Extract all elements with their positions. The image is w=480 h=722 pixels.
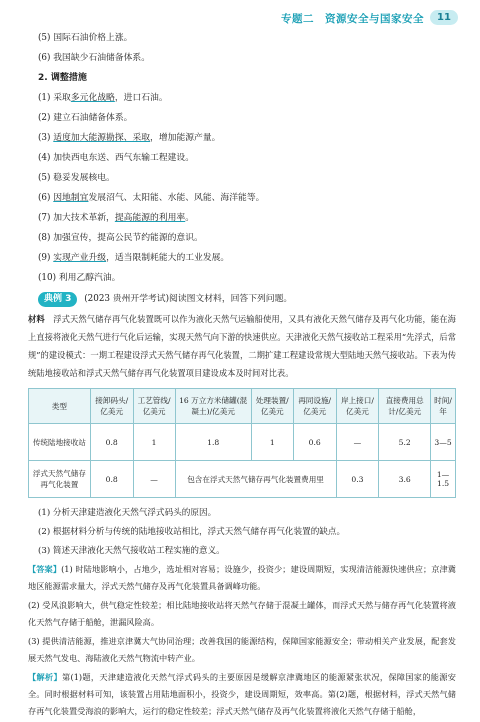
section-heading: 2. 调整措施 [38, 73, 87, 83]
table-header-cell: 工艺管线/亿美元 [133, 389, 175, 424]
table-cell: — [133, 461, 175, 498]
table-row [29, 424, 456, 461]
table-header-cell: 再同设施/亿美元 [293, 389, 336, 424]
measure-item: (6) 因地制宜发展沼气、太阳能、水能、风能、海洋能等。 [38, 193, 265, 203]
table-header-cell: 16 万立方米储罐(混凝土)/亿美元 [175, 389, 251, 424]
table-cell: 3—5 [431, 424, 456, 461]
example-intro: (2023 贵州开学考试)阅读图文材料，回答下列问题。 [84, 294, 293, 304]
table-header-cell: 直接费用总计/亿美元 [379, 389, 431, 424]
measure-item: (10) 利用乙醇汽油。 [38, 273, 121, 283]
question-item: (3) 简述天津液化天然气接收站工程实施的意义。 [38, 546, 225, 556]
answer-part: (3) 提供清洁能源，推进京津冀大气协同治理；改善我国的能源结构，保障国家能源安全；带动相关产业发展，配套发展天然气发电、海陆液化天然气物流中转产业。 [28, 636, 456, 663]
measure-item: (4) 加快西电东送、西气东输工程建设。 [38, 153, 195, 163]
table-cell: 5.2 [379, 424, 431, 461]
table-cell: 0.3 [336, 461, 379, 498]
table-cell: 1 [133, 424, 175, 461]
page-number-badge: 11 [430, 10, 458, 25]
table-cell: 0.6 [293, 424, 336, 461]
table-cell: 3.6 [379, 461, 431, 498]
table-cell: 1.8 [175, 424, 251, 461]
table-header-row [29, 389, 456, 424]
list-item: (6) 我国缺少石油储备体系。 [38, 53, 151, 63]
table-cell: 1 [251, 424, 293, 461]
material-paragraph: 材料 浮式天然气储存再气化装置既可以作为液化天然气运输船使用，又具有液化天然气储存及再气化功能，能在海上直接将液化天然气进行气化后运输，实现天然气向下游的快速供应。天津液化天然气接收站工程采用“先浮式，后常规”的建设模式：一期工程建设浮式天然气储存再气化装置，二期扩建工程建设常规大型陆地天然气接收站。下表为传统陆地接收站和浮式天然气储存再气化装置项目建设成本及时间对比表。 [28, 314, 456, 378]
list-item: (5) 国际石油价格上涨。 [38, 33, 133, 43]
table-cell: 浮式天然气储存再气化装置 [29, 461, 91, 498]
table-header-cell: 处理装置/亿美元 [251, 389, 293, 424]
table-cell: 包含在浮式天然气储存再气化装置费用里 [175, 461, 336, 498]
question-item: (2) 根据材料分析与传统的陆地接收站相比，浮式天然气储存再气化装置的缺点。 [38, 527, 346, 537]
measure-item: (7) 加大技术革新，提高能源的利用率。 [38, 213, 195, 223]
analysis-label: 【解析】 [28, 672, 62, 682]
table-row [29, 461, 456, 498]
answer-label: 【答案】 [28, 564, 62, 574]
table-cell: 传统陆地接收站 [29, 424, 91, 461]
table-cell: 1—1.5 [431, 461, 456, 498]
answer-block: 【答案】(1) 时陆地影响小，占地少，选址相对容易；设施少，投资少；建设周期短，实现清洁能源快速供应；京津冀地区能源需求量大，浮式天然气储存及再气化装置具备调峰功能。 (2) 受风浪影响大，供气稳定性较差；相比陆地接收站将天然气存储于混凝土罐体，而浮式天然与储存再气化装置将液化天然气存储于船舱，泄漏风险高。 (3) 提供清洁能源，推进京津冀大气协同治理；改善我国的能源结构，保障国家能源安全；带动相关产业发展，配套发展天然气发电、海陆液化天然气物流中转产业。 【解析】第(1)题，天津建造液化天然气浮式码头的主要原因是缓解京津冀地区的能源紧张状况，保障国家的能源安全。同时根据材料可知，该装置占用陆地面积小，投资少，建设周期短，效率高。第(2)题，根据材料，浮式天然气储存再气化装置受海浪的影响大，运行的稳定性较差；浮式天然气储存及再气化装置将液化天然气存储于船舱， [28, 564, 456, 716]
table-cell: 0.8 [90, 461, 133, 498]
table-cell: 0.8 [90, 424, 133, 461]
answer-part: (2) 受风浪影响大，供气稳定性较差；相比陆地接收站将天然气存储于混凝土罐体，而浮式天然与储存再气化装置将液化天然气存储于船舱，泄漏风险高。 [28, 600, 456, 627]
measure-item: (5) 稳妥发展核电。 [38, 173, 115, 183]
question-item: (1) 分析天津建造液化天然气浮式码头的原因。 [38, 508, 217, 518]
material-label: 材料 [28, 314, 45, 324]
measure-item: (2) 建立石油储备体系。 [38, 113, 133, 123]
page-content [28, 28, 456, 722]
cost-comparison-table [28, 388, 456, 498]
measure-item: (3) 适度加大能源勘探、采取，增加能源产量。 [38, 133, 221, 143]
example-header [38, 288, 453, 310]
measure-item: (8) 加强宣传，提高公民节约能源的意识。 [38, 233, 203, 243]
table-header-cell: 接卸码头/亿美元 [90, 389, 133, 424]
measure-item: (9) 实现产业升级，适当限制耗能大的工业发展。 [38, 253, 230, 263]
table-cell: — [336, 424, 379, 461]
page-header [0, 0, 480, 26]
table-header-cell: 类型 [29, 389, 91, 424]
chapter-title: 专题二 资源安全与国家安全 [281, 13, 424, 25]
example-badge: 典例 3 [38, 292, 77, 307]
measure-item: (1) 采取多元化战略，进口石油。 [38, 93, 168, 103]
table-header-cell: 时间/年 [431, 389, 456, 424]
table-header-cell: 岸上接口/亿美元 [336, 389, 379, 424]
